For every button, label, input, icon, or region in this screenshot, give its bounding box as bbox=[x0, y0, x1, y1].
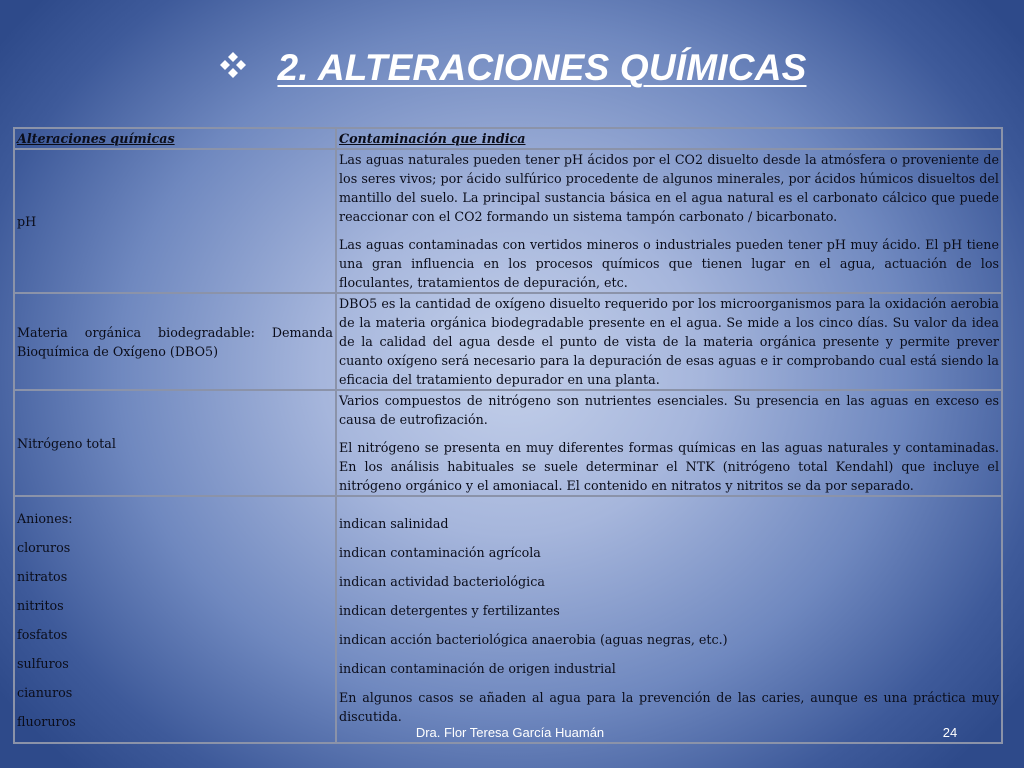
anion-meaning: indican detergentes y fertilizantes bbox=[339, 602, 560, 618]
table-row-aniones bbox=[14, 496, 1002, 743]
paragraph: Las aguas naturales pueden tener pH ácidos por el CO2 disuelto desde la atmósfera o proveniente de los seres vivos; por ácido sulfúrico procedente de algunos minerales, por ácidos húmicos disueltos del mantillo del suelo. La principal sustancia básica en el agua natural es el carbonato cálcico que puede reaccionar con el CO2 formando un sistema tampón carbonato / bicarbonato. bbox=[339, 152, 999, 224]
anion-name: fosfatos bbox=[17, 626, 68, 642]
table-header-row bbox=[14, 128, 1002, 149]
slide-title-bar bbox=[0, 38, 1024, 98]
table-row bbox=[14, 293, 1002, 390]
row-description-dbo5 bbox=[336, 293, 1002, 390]
anion-name: fluoruros bbox=[17, 713, 76, 729]
anion-heading: Aniones: bbox=[17, 510, 73, 526]
anion-name: sulfuros bbox=[17, 655, 69, 671]
slide-title: 2. ALTERACIONES QUÍMICAS bbox=[277, 47, 807, 88]
table-row bbox=[14, 390, 1002, 496]
anion-name: cianuros bbox=[17, 684, 73, 700]
anion-name: cloruros bbox=[17, 539, 71, 555]
anion-meaning: indican contaminación de origen industrial bbox=[339, 660, 616, 676]
four-diamond-bullet-icon bbox=[218, 50, 248, 80]
row-description-aniones bbox=[336, 496, 1002, 743]
anion-name: nitritos bbox=[17, 597, 64, 613]
header-alteraciones: Alteraciones químicas bbox=[14, 128, 336, 149]
alteraciones-table bbox=[13, 127, 1003, 744]
row-description-ph bbox=[336, 149, 1002, 293]
row-label-nitrogeno: Nitrógeno total bbox=[14, 390, 336, 496]
anion-meaning: indican acción bacteriológica anaerobia (aguas negras, etc.) bbox=[339, 631, 728, 647]
anion-meaning: indican actividad bacteriológica bbox=[339, 573, 545, 589]
table-row bbox=[14, 149, 1002, 293]
header-contaminacion: Contaminación que indica bbox=[336, 128, 1002, 149]
row-label-ph: pH bbox=[14, 149, 336, 293]
page-number: 24 bbox=[942, 725, 958, 740]
anion-meaning: indican salinidad bbox=[339, 515, 449, 531]
anion-name: nitratos bbox=[17, 568, 68, 584]
anion-meaning: En algunos casos se añaden al agua para la prevención de las caries, aunque es una práctica muy discutida. bbox=[339, 689, 999, 724]
footer-author: Dra. Flor Teresa García Huamán bbox=[415, 725, 605, 740]
paragraph: Varios compuestos de nitrógeno son nutrientes esenciales. Su presencia en las aguas en exceso es causa de eutrofización. bbox=[339, 393, 999, 427]
anion-meaning: indican contaminación agrícola bbox=[339, 544, 541, 560]
row-label-aniones bbox=[14, 496, 336, 743]
paragraph: El nitrógeno se presenta en muy diferentes formas químicas en las aguas naturales y contaminadas. En los análisis habituales se suele determinar el NTK (nitrógeno total Kendahl) que incluye el nitrógeno orgánico y el amoniacal. El contenido en nitratos y nitritos se da por separado. bbox=[339, 440, 999, 493]
row-label-dbo5: Materia orgánica biodegradable: Demanda Bioquímica de Oxígeno (DBO5) bbox=[14, 293, 336, 390]
paragraph: Las aguas contaminadas con vertidos mineros o industriales pueden tener pH muy ácido. El pH tiene una gran influencia en los procesos químicos que tienen lugar en el agua, actuación de los floculantes, tratamientos de depuración, etc. bbox=[339, 237, 999, 290]
paragraph: DBO5 es la cantidad de oxígeno disuelto requerido por los microorganismos para la oxidación aerobia de la materia orgánica biodegradable presente en el agua. Se mide a los cinco días. Su valor da idea de la calidad del agua desde el punto de vista de la materia orgánica presente y permite prever cuanto oxígeno será necesario para la depuración de esas aguas e ir comprobando cual está siendo la eficacia del tratamiento depurador en una planta. bbox=[339, 296, 999, 387]
row-description-nitrogeno bbox=[336, 390, 1002, 496]
